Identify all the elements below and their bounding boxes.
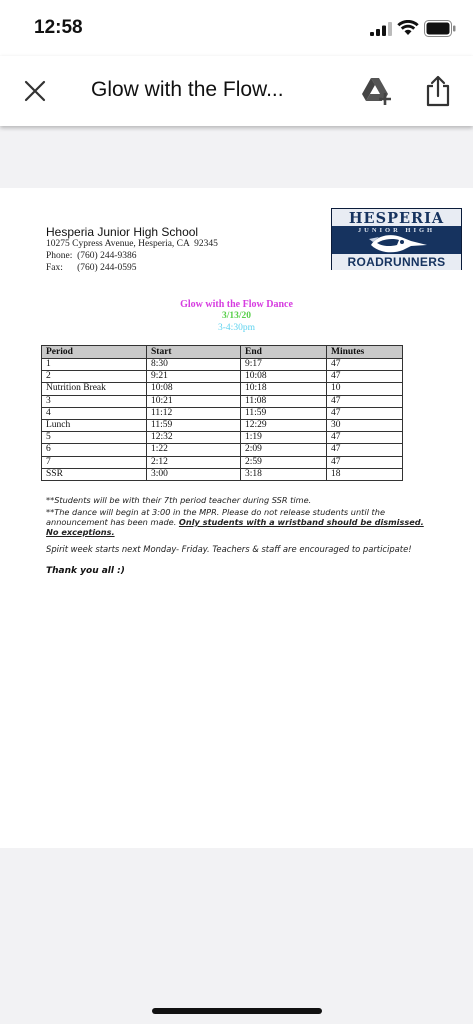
- table-row: [42, 371, 403, 383]
- table-row: [42, 432, 403, 444]
- cell-period: Nutrition Break: [42, 383, 147, 395]
- cell-start: 2:12: [147, 456, 241, 468]
- table-row: [42, 395, 403, 407]
- cellular-signal-icon: [370, 22, 392, 36]
- spirit-week-note: Spirit week starts next Monday- Friday. Teachers & staff are encouraged to participate!: [46, 544, 412, 554]
- cell-end: 2:09: [241, 444, 327, 456]
- cell-end: 10:08: [241, 371, 327, 383]
- school-phone: Phone: (760) 244-9386: [46, 251, 137, 261]
- cell-period: 4: [42, 407, 147, 419]
- school-logo: [331, 208, 462, 270]
- close-icon[interactable]: [22, 78, 48, 104]
- cell-start: 1:22: [147, 444, 241, 456]
- cell-minutes: 47: [327, 371, 403, 383]
- cell-start: 10:21: [147, 395, 241, 407]
- cell-start: 11:59: [147, 419, 241, 431]
- table-row: [42, 456, 403, 468]
- table-row: [42, 383, 403, 395]
- table-body: [42, 359, 403, 481]
- wifi-icon: [397, 20, 419, 36]
- cell-minutes: 18: [327, 468, 403, 480]
- cell-end: 2:59: [241, 456, 327, 468]
- dance-note-text: **The dance will begin at 3:00 in the MPR. Please do not release students until the announcement has been made.: [46, 507, 385, 527]
- logo-top-text: HESPERIA: [348, 210, 445, 227]
- cell-minutes: 47: [327, 395, 403, 407]
- cell-period: 7: [42, 456, 147, 468]
- cell-end: 11:59: [241, 407, 327, 419]
- column-header-period: Period: [42, 346, 147, 359]
- cell-minutes: 47: [327, 456, 403, 468]
- event-name: Glow with the Flow Dance: [180, 299, 293, 310]
- cell-end: 12:29: [241, 419, 327, 431]
- column-header-start: Start: [147, 346, 241, 359]
- document-title: Glow with the Flow...: [91, 78, 284, 101]
- school-name: Hesperia Junior High School: [46, 225, 199, 239]
- cell-minutes: 10: [327, 383, 403, 395]
- cell-period: Lunch: [42, 419, 147, 431]
- status-time: 12:58: [34, 17, 83, 38]
- event-time: 3-4:30pm: [218, 323, 255, 333]
- cell-period: 2: [42, 371, 147, 383]
- cell-end: 1:19: [241, 432, 327, 444]
- cell-minutes: 47: [327, 444, 403, 456]
- status-bar: [0, 0, 473, 56]
- cell-end: 3:18: [241, 468, 327, 480]
- cell-minutes: 47: [327, 359, 403, 371]
- cell-start: 3:00: [147, 468, 241, 480]
- cell-period: 5: [42, 432, 147, 444]
- dance-note: [46, 507, 438, 537]
- cell-end: 10:18: [241, 383, 327, 395]
- table-row: [42, 468, 403, 480]
- dance-note-emphasis: Only students with a wristband should be dismissed. No exceptions.: [46, 517, 424, 537]
- logo-sub-text: JUNIOR HIGH: [357, 227, 436, 234]
- cell-start: 10:08: [147, 383, 241, 395]
- cell-period: SSR: [42, 468, 147, 480]
- event-date: 3/13/20: [221, 311, 252, 321]
- cell-start: 8:30: [147, 359, 241, 371]
- cell-minutes: 30: [327, 419, 403, 431]
- app-header: [0, 56, 473, 126]
- ssr-note: **Students will be with their 7th period teacher during SSR time.: [46, 495, 312, 505]
- cell-start: 9:21: [147, 371, 241, 383]
- cell-minutes: 47: [327, 407, 403, 419]
- cell-start: 11:12: [147, 407, 241, 419]
- school-address: 10275 Cypress Avenue, Hesperia, CA 92345: [46, 239, 218, 249]
- table-row: [42, 419, 403, 431]
- cell-minutes: 47: [327, 432, 403, 444]
- table-row: [42, 444, 403, 456]
- column-header-minutes: Minutes: [327, 346, 403, 359]
- roadrunner-mascot-icon: [367, 231, 429, 255]
- table-row: [42, 407, 403, 419]
- table-row: [42, 359, 403, 371]
- bell-schedule-table: [41, 345, 403, 481]
- thank-you-note: Thank you all :): [46, 566, 125, 576]
- battery-icon: [424, 20, 456, 37]
- column-header-end: End: [241, 346, 327, 359]
- add-to-drive-icon[interactable]: [360, 76, 392, 106]
- cell-end: 11:08: [241, 395, 327, 407]
- share-icon[interactable]: [424, 74, 452, 108]
- document-page: [0, 188, 473, 848]
- logo-bottom-text: ROADRUNNERS: [332, 254, 461, 270]
- cell-period: 6: [42, 444, 147, 456]
- cell-period: 1: [42, 359, 147, 371]
- school-fax: Fax: (760) 244-0595: [46, 263, 137, 273]
- table-header-row: [42, 346, 403, 359]
- cell-end: 9:17: [241, 359, 327, 371]
- cell-period: 3: [42, 395, 147, 407]
- home-indicator[interactable]: [152, 1008, 322, 1014]
- cell-start: 12:32: [147, 432, 241, 444]
